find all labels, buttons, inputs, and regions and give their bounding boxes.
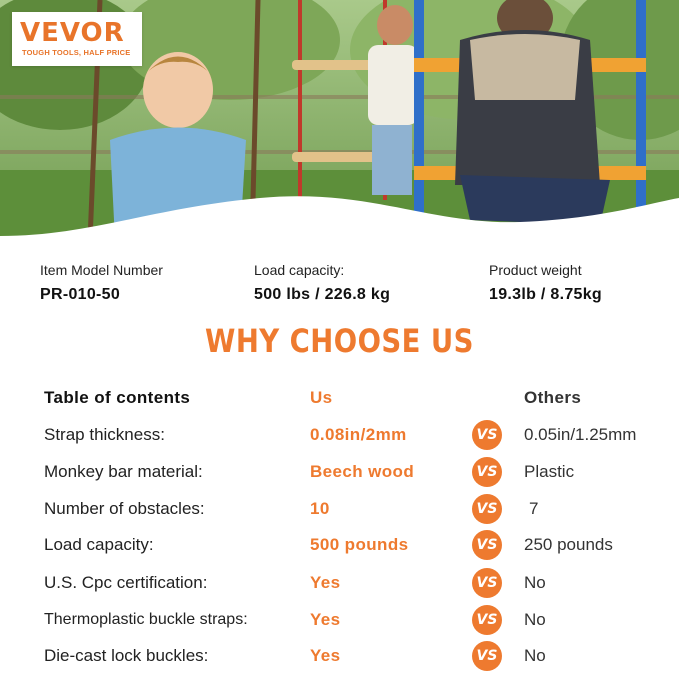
us-value: Beech wood xyxy=(310,462,415,481)
feature-name: Monkey bar material: xyxy=(44,462,203,481)
spec-label: Product weight xyxy=(489,262,582,278)
comparison-row xyxy=(0,421,679,457)
vs-badge-icon: VS xyxy=(472,457,502,487)
us-value: 500 pounds xyxy=(310,535,409,554)
others-value: No xyxy=(524,573,546,592)
vs-badge-icon: VS xyxy=(472,494,502,524)
comparison-row xyxy=(0,531,679,567)
logo-tagline: TOUGH TOOLS, HALF PRICE xyxy=(22,48,131,57)
others-value: No xyxy=(524,646,546,665)
vevor-logo xyxy=(12,12,142,66)
spec-model-number xyxy=(40,262,163,304)
vs-badge-icon: VS xyxy=(472,420,502,450)
comparison-header-row xyxy=(0,384,679,420)
comparison-row xyxy=(0,495,679,531)
vs-badge-icon: VS xyxy=(472,605,502,635)
feature-name: Thermoplastic buckle straps: xyxy=(44,611,248,628)
others-value: 0.05in/1.25mm xyxy=(524,425,637,444)
us-value: 0.08in/2mm xyxy=(310,425,407,444)
hero-image xyxy=(0,0,679,250)
us-value: Yes xyxy=(310,646,341,665)
spec-value: 500 lbs / 226.8 kg xyxy=(254,286,391,303)
spec-product-weight xyxy=(489,262,602,304)
feature-name: Strap thickness: xyxy=(44,425,165,444)
why-choose-us-heading: WHY CHOOSE US xyxy=(205,322,474,360)
header-feature: Table of contents xyxy=(44,388,191,407)
feature-name: U.S. Cpc certification: xyxy=(44,573,208,592)
spec-load-capacity xyxy=(254,262,390,304)
comparison-row xyxy=(0,569,679,605)
feature-name: Load capacity: xyxy=(44,535,154,554)
spec-value: PR-010-50 xyxy=(40,286,121,303)
header-others: Others xyxy=(524,388,582,407)
logo-wordmark: VEVOR xyxy=(20,18,125,48)
others-value: 7 xyxy=(529,499,539,518)
spec-value: 19.3lb / 8.75kg xyxy=(489,286,603,303)
vs-badge-icon: VS xyxy=(472,641,502,671)
feature-name: Die-cast lock buckles: xyxy=(44,646,209,665)
comparison-row xyxy=(0,458,679,494)
vs-badge-icon: VS xyxy=(472,568,502,598)
us-value: Yes xyxy=(310,573,341,592)
others-value: Plastic xyxy=(524,462,575,481)
vs-badge-icon: VS xyxy=(472,530,502,560)
header-us: Us xyxy=(310,388,333,407)
us-value: Yes xyxy=(310,610,341,629)
feature-name: Number of obstacles: xyxy=(44,499,205,518)
comparison-row xyxy=(0,606,679,642)
us-value: 10 xyxy=(310,499,330,518)
spec-label: Item Model Number xyxy=(40,262,163,278)
others-value: 250 pounds xyxy=(524,535,613,554)
others-value: No xyxy=(524,610,546,629)
spec-label: Load capacity: xyxy=(254,262,345,278)
comparison-row xyxy=(0,642,679,678)
